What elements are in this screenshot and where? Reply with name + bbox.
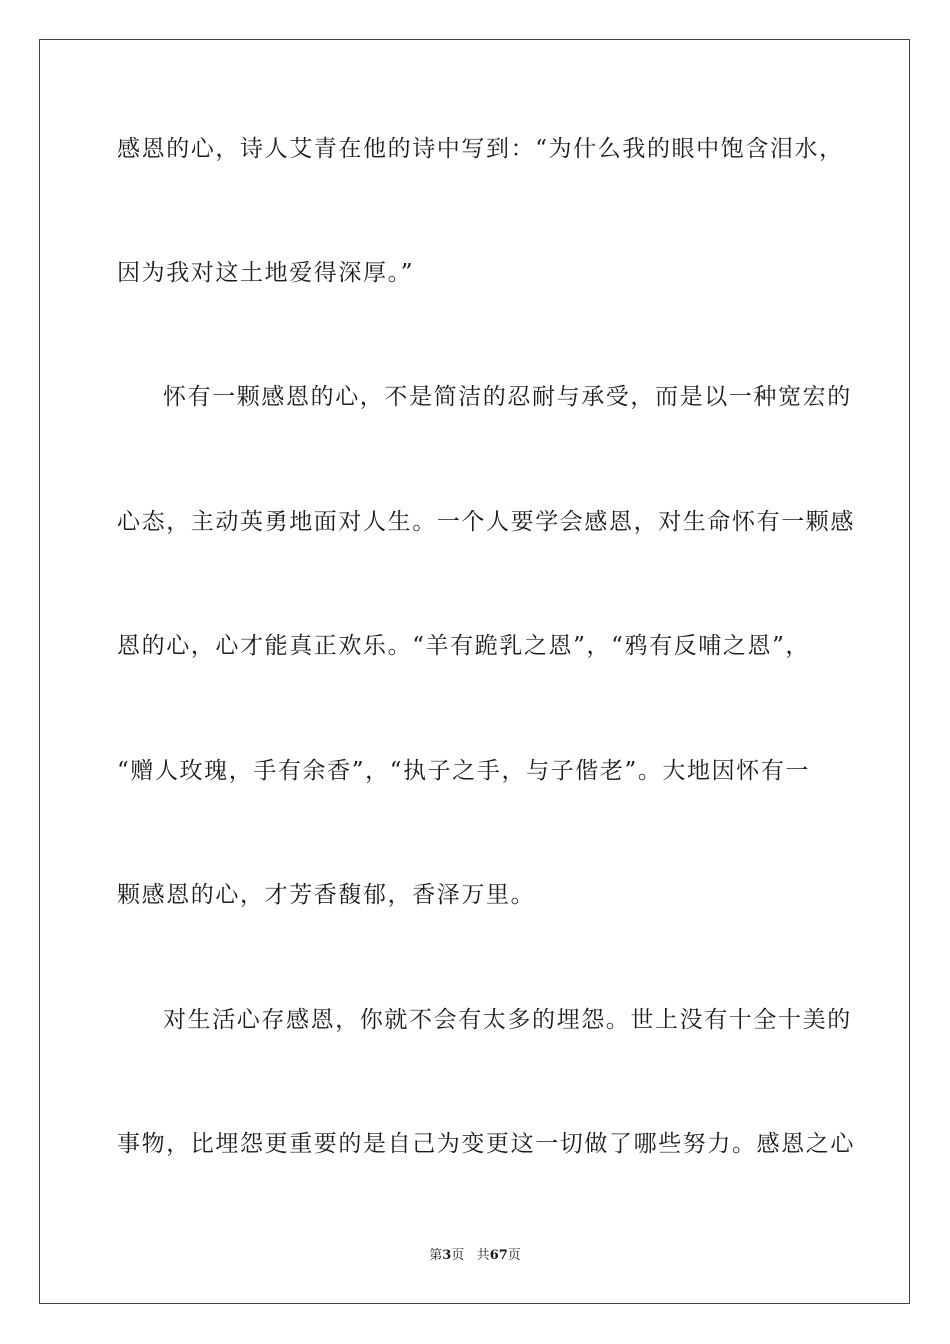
page-prefix: 第 [429,1248,443,1263]
page-number: 3 [442,1248,452,1263]
body-text-line-6: “赠人玫瑰，手有余香”，“执子之手，与子偕老”。大地因怀有一 [117,758,811,784]
body-text-line-5: 恩的心，心才能真正欢乐。“羊有跪乳之恩”，“鸦有反哺之恩”， [117,633,811,659]
body-text-line-1: 感恩的心，诗人艾青在他的诗中写到：“为什么我的眼中饱含泪水， [117,136,844,162]
body-text-line-2: 因为我对这土地爱得深厚。” [117,260,415,286]
body-text-line-4: 心态，主动英勇地面对人生。一个人要学会感恩，对生命怀有一颗感 [117,509,855,535]
page-suffix: 页 [451,1248,465,1263]
total-suffix: 页 [507,1248,521,1263]
total-prefix: 共 [476,1248,490,1263]
body-text-line-3: 怀有一颗感恩的心，不是简洁的忍耐与承受，而是以一种宽宏的 [163,384,852,410]
page-border [39,39,910,1304]
total-pages: 67 [489,1248,508,1263]
page-footer [0,1247,950,1265]
body-text-line-9: 事物，比埋怨更重要的是自己为变更这一切做了哪些努力。感恩之心 [117,1131,855,1157]
body-text-line-8: 对生活心存感恩，你就不会有太多的埋怨。世上没有十全十美的 [163,1007,852,1033]
body-text-line-7: 颗感恩的心，才芳香馥郁，香泽万里。 [117,882,536,908]
